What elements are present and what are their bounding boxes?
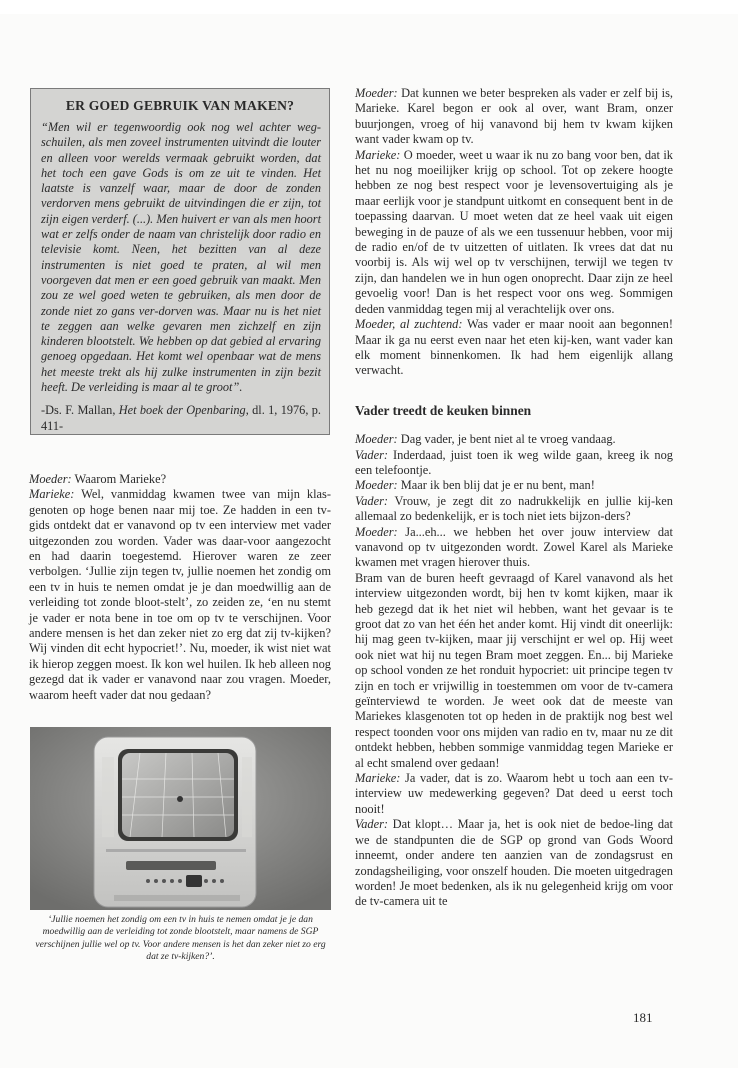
line-text: Ja vader, dat is zo. Waarom hebt u toch aan een tv-interview uw medewerking gegeven? Dat deed u eerst toch nooit!	[355, 771, 673, 816]
line-text: Was vader er maar nooit aan begonnen! Maar ik ga nu eerst even naar het eten kij-ken, want vader kan elk moment binnenkomen. Ik had hem eigenlijk allang verwacht.	[355, 317, 673, 378]
line-text: Ja...eh... we hebben het over jouw interview dat vanavond op tv uitgezonden wordt. Zowel Karel als Marieke kwamen met vragen hierover thuis.	[355, 524, 673, 570]
speaker: Moeder, al zuchtend:	[355, 317, 463, 332]
speaker: Vader:	[355, 817, 389, 832]
dialogue-line	[355, 771, 673, 817]
dialogue-line	[355, 817, 673, 909]
line-text: Dat klopt… Maar ja, het is ook niet de bedoe-ling dat we de standpunten die de SGP op grond van Gods Woord inneemt, onder andere ten aanzien van de zondagsrust en zondagsheiliging, voor onszelf houden. Die moeten uitgedragen worden! Je moet bedenken, als ik nu gelegenheid krijg om voor de tv-camera uit te	[355, 817, 673, 909]
page-number: 181	[633, 1010, 653, 1025]
speaker: Marieke:	[29, 487, 75, 502]
right-column	[355, 86, 673, 910]
speaker: Marieke:	[355, 147, 401, 162]
line-text: Wel, vanmiddag kwamen twee van mijn klas-genoten op hoge benen naar mij toe. Ze hadden in een tv-gids ontdekt dat er vanavond op tv een interview met vader uitgezonden zou worden. Vader was daar-voor aangezocht en had daarin toegestemd. Hierover waren ze zeer verbolgen. ‘Jullie zijn tegen tv, jullie noemen het zondig om een tv in huis te nemen omdat je je dan moedwillig aan de verleiding tot zonde bloot-stelt’, zo zeiden ze, ‘en nu stemt je vader er nota bene in toe om op tv te verschijnen. Voor andere mensen is het dan zeker niet zo erg dat zij tv-kijken? Wij vinden dit echt hypocriet!’. Nu, moeder, ik wist niet wat ik hierop zeggen moest. Ik kon wel huilen. Ik heb alleen nog gezegd dat ik vader er vanavond naar zou vragen. Moeder, waarom heeft vader dat nou gedaan?	[29, 487, 331, 702]
tv-illustration	[30, 727, 331, 910]
line-text: Waarom Marieke?	[71, 472, 167, 486]
left-column	[29, 472, 331, 703]
line-text: Maar ik ben blij dat je er nu bent, man!	[397, 478, 595, 493]
dialogue-line	[355, 525, 673, 571]
speaker: Marieke:	[355, 771, 401, 786]
dialogue-line	[29, 472, 331, 487]
tv-photo	[30, 727, 331, 910]
dialogue-line	[355, 448, 673, 479]
dialogue-line	[355, 148, 673, 317]
speaker: Moeder:	[355, 432, 398, 447]
line-text: Bram van de buren heeft gevraagd of Karel vanavond als het interview uitgezonden wordt, bij hen tv komt kijken, maar ik heb gezegd dat ik het niet wil hebben, want het gevaar is te groot dat zo van het één het ander komt. Hij vindt dit oneerlijk: hij mag geen tv-kijken, maar jij verschijnt er wel op. Hij weet ook niet wat hij nu tegen Bram moet zeggen. En... bij Marieke op school vonden ze het ronduit hypocriet: uit principe tegen tv zijn en toch er vrijwillig in toestemmen om voor de tv-camera geïnterviewd te worden. Je weet ook dat de meeste van Mariekes klasgenoten tot op heden in de praktijk nog best wel respect toonden voor ons mijden van radio en tv, maar nu ze dit ontdekt hebben, hebben sommige vanmiddag tegen Marieke er al echt smalend over gedaan!	[355, 570, 673, 770]
dialogue-line	[355, 86, 673, 148]
dialogue-line	[355, 571, 673, 771]
line-text: Vrouw, je zegt dit zo nadrukkelijk en jullie kij-ken allemaal zo bedenkelijk, er is toch niet iets bijzon-ders?	[355, 493, 673, 524]
dialogue-line	[355, 317, 673, 379]
quote-source-suffix: , dl. 1, 1976, p. 411-	[41, 403, 321, 433]
quote-box	[30, 88, 330, 435]
speaker: Moeder:	[355, 478, 398, 493]
section-heading: Vader treedt de keuken binnen	[355, 402, 532, 418]
dialogue-line	[355, 478, 673, 493]
line-text: Inderdaad, juist toen ik weg wilde gaan, kreeg ik nog een telefoontje.	[355, 447, 673, 477]
speaker: Moeder:	[355, 524, 398, 539]
speaker: Moeder:	[29, 472, 72, 486]
dialogue-line	[355, 494, 673, 525]
line-text: Dat kunnen we beter bespreken als vader er zelf bij is, Marieke. Karel begon er ook al over, want Bram, onzer buurjongen, vroeg of hij vanavond bij hem tv kwam kijken want vader kwam op tv.	[355, 86, 673, 147]
speaker: Vader:	[355, 447, 389, 462]
speaker: Vader:	[355, 493, 389, 508]
dialogue-line	[355, 432, 673, 447]
line-text: Dag vader, je bent niet al te vroeg vandaag.	[397, 432, 616, 447]
dialogue-line	[29, 487, 331, 703]
quote-box-title: ER GOED GEBRUIK VAN MAKEN?	[65, 98, 295, 113]
quote-source-title: Het boek der Openbaring	[118, 403, 246, 418]
quote-text: “Men wil er tegenwoordig ook nog wel achter weg-schuilen, als men zoveel instrumenten uitvindt die louter en alleen voor werelds vermaak gebruikt worden, dat het toch een gave Gods is om ze uit te vinden. Het laatste is vanzelf waar, maar de door de zonden verdorven mens gebruikt de uitvindingen die er zijn, tot zijn eigen verderf. (...). Men huivert er van als men hoort wat er zelfs onder de naam van christelijk door radio en televisie komt. Neen, het bezitten van al deze instrumenten is niet goed te praten, al wil men voorgeven dat men er een goed gebruik van maakt. Men zou ze wel goed weten te gebruiken, als men door de zonde niet zo gans ver-dorven was. Maar nu is het niet te zeggen aan welke gevaren men zichzelf en zijn kinderen blootstelt. We hebben op dat gebied al ervaring genoeg opgedaan. Het komt wel openbaar wat de mens het meeste trekt als hij zulke instrumenten in zijn bezit heeft. De verleiding is maar al te groot”.	[41, 120, 321, 395]
photo-caption: ‘Jullie noemen het zondig om een tv in huis te nemen omdat je je dan moedwillig aan de verleiding tot zonde blootstelt, maar namens de SGP verschijnen jullie wel op tv. Voor andere mensen is het dan zeker niet zo erg dat ze tv-kijken?’.	[35, 914, 326, 963]
quote-source-prefix: -Ds. F. Mallan,	[41, 403, 119, 418]
speaker: Moeder:	[355, 86, 398, 100]
quote-source	[31, 395, 329, 434]
line-text: O moeder, weet u waar ik nu zo bang voor ben, dat ik het nu nog moeilijker krijg op school. Tot op zekere hoogte hebben ze nog best respect voor je levensovertuiging als je maar eerlijk voor je standpunt uitkomt en consequent bent in de toepassing daarvan. U moet weten dat ze heel vaak uit eigen beweging in de pauze of als we een tussenuur hebben, voor mij de radio en/of de tv uitzetten of uitlaten. Ik vrees dat dat nu voorbij is. Als wij wel op tv verschijnen, terwijl we tegen tv zijn, dan handelen we in hun ogen onoprecht. Daar zijn ze heel gevoelig voor! Dan is het respect voor ons weg. Sommigen deden vanmiddag tegen mij al verachtelijk over ons.	[355, 147, 673, 316]
page-top-edge	[0, 0, 738, 14]
